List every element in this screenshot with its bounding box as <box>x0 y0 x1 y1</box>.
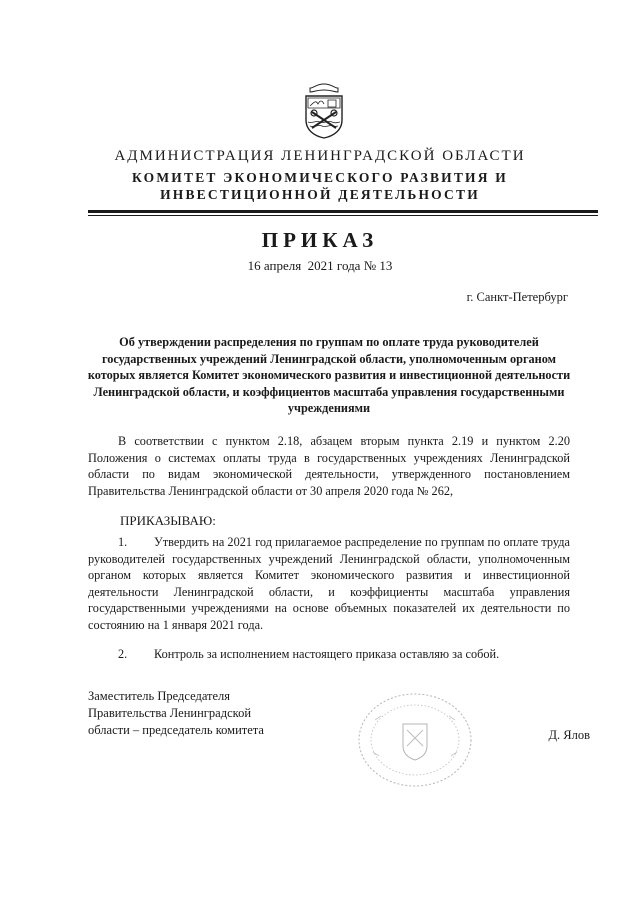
document-city: г. Санкт-Петербург <box>466 290 568 304</box>
order-word: ПРИКАЗЫВАЮ: <box>120 513 216 528</box>
document-subject: Об утверждении распределения по группам по оплате труда руководителей государственных учреждений Ленинградской области, уполномоченным органом которых является Комитет экономического развития и инвестиционной деятельности Ленинградской области, и коэффициентов масштаба управления государственными учреждениями <box>87 335 571 415</box>
signatory-title <box>88 688 264 739</box>
order-item <box>88 534 570 633</box>
document-date-number: 16 апреля 2021 года № 13 <box>247 258 393 273</box>
order-item-text: Утвердить на 2021 год прилагаемое распределение по группам по оплате труда руководителей государственных учреждений Ленинградской области, уполномоченным органом которых является Комитет экономического развития и инвестиционной деятельности Ленинградской области, и коэффициенты масштаба управления государственными учреждениями на основе объемных показателей их деятельности по состоянию на 1 января 2021 года. <box>88 535 570 632</box>
committee-name-line2: ИНВЕСТИЦИОННОЙ ДЕЯТЕЛЬНОСТИ <box>160 187 480 202</box>
header-divider-thin <box>88 215 598 216</box>
order-item <box>88 646 570 663</box>
order-item-text: Контроль за исполнением настоящего приказа оставляю за собой. <box>154 647 500 661</box>
signatory-title-line: области – председатель комитета <box>88 723 264 737</box>
signatory-name: Д. Ялов <box>548 728 590 742</box>
coat-of-arms-emblem <box>302 82 346 140</box>
header-divider-thick <box>88 210 598 213</box>
order-item-number: 1. <box>118 535 128 549</box>
intro-paragraph: В соответствии с пунктом 2.18, абзацем вторым пункта 2.19 и пунктом 2.20 Положения о системах оплаты труда в государственных учреждениях Ленинградской области по видам экономической деятельности, утвержденного постановлением Правительства Ленинградской области от 30 апреля 2020 года № 262, <box>88 434 570 498</box>
administration-name: АДМИНИСТРАЦИЯ ЛЕНИНГРАДСКОЙ ОБЛАСТИ <box>114 148 526 164</box>
signatory-title-line: Заместитель Председателя <box>88 689 231 703</box>
official-stamp-icon <box>355 690 475 790</box>
signatory-title-line: Правительства Ленинградской <box>88 706 252 720</box>
document-title: ПРИКАЗ <box>261 228 379 252</box>
order-item-number: 2. <box>118 647 128 661</box>
committee-name-line1: КОМИТЕТ ЭКОНОМИЧЕСКОГО РАЗВИТИЯ И <box>132 170 508 185</box>
